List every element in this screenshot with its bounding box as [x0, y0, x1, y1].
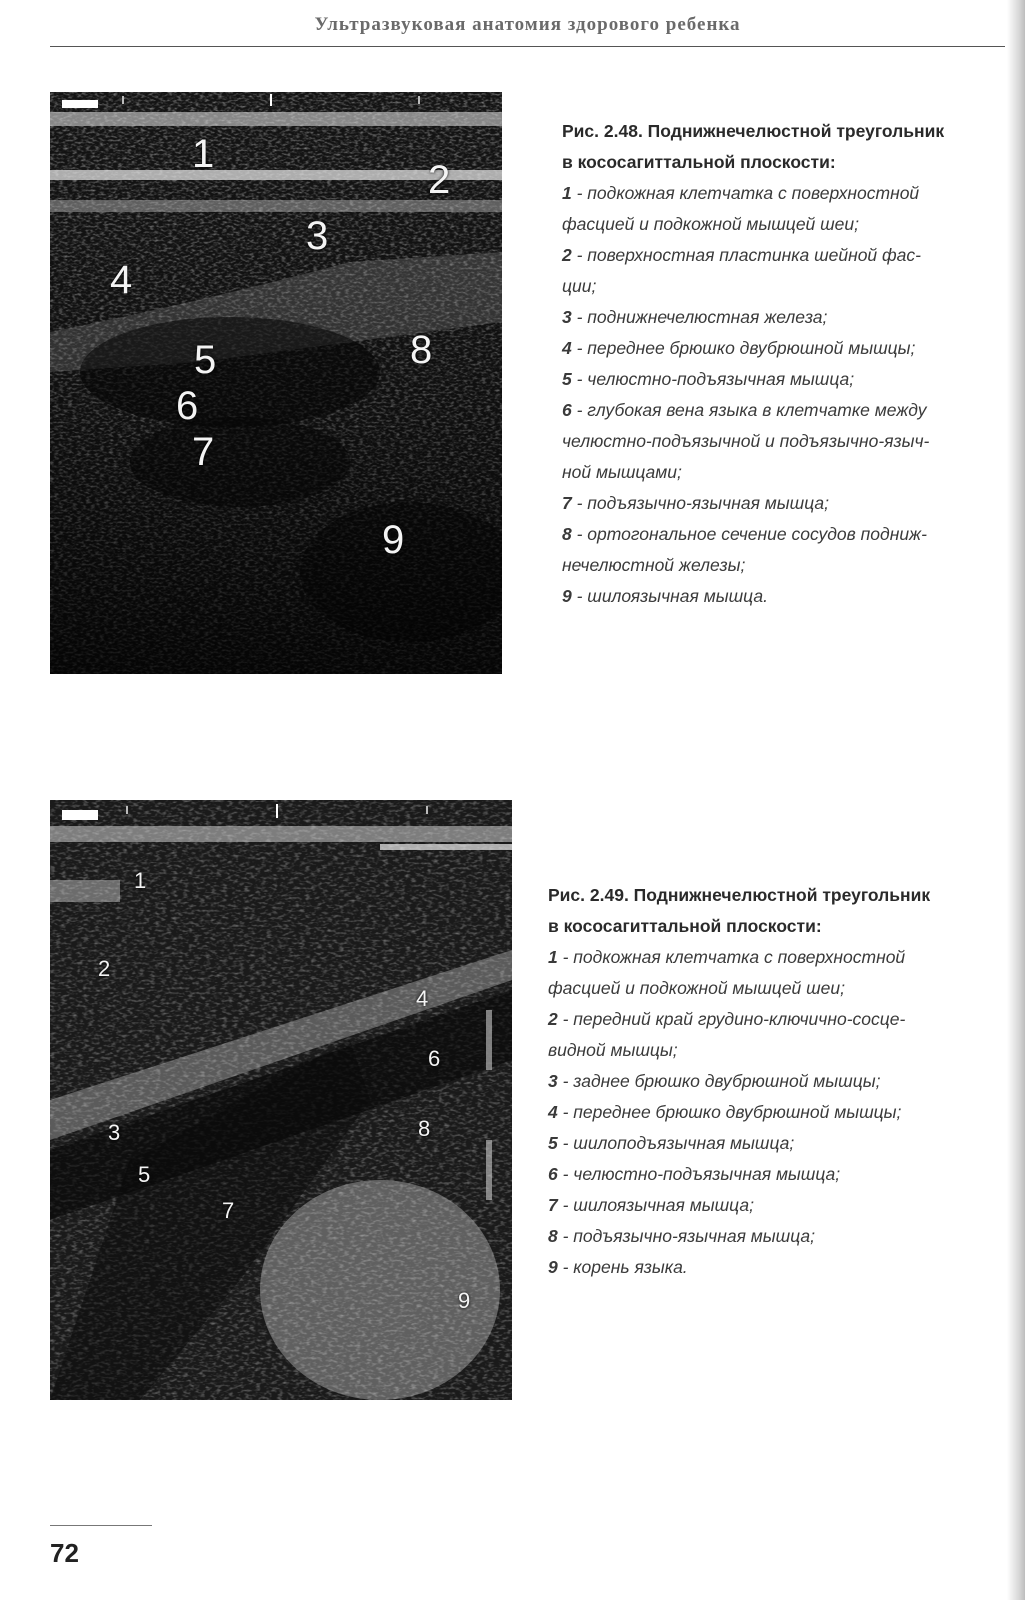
image-label-5: 5: [194, 338, 217, 382]
caption-item-number: 2: [548, 1009, 558, 1029]
caption-item-number: 4: [548, 1102, 558, 1122]
caption-item-number: 7: [562, 493, 572, 513]
caption-item-text: - передний край грудино-ключично-сосце-: [557, 1009, 906, 1029]
ultrasound-texture: [50, 800, 512, 1400]
caption-item-line: [562, 488, 1012, 519]
caption-item-text: - заднее брюшко двубрюшной мышцы;: [557, 1071, 881, 1091]
caption-item-text: нечелюстной железы;: [562, 555, 746, 575]
caption-item-line: [548, 1221, 1008, 1252]
caption-item-number: 6: [548, 1164, 558, 1184]
caption-item-text: - шилоязычная мышца.: [571, 586, 768, 606]
caption-item-text: ной мышцами;: [562, 462, 682, 482]
caption-item-text: - шилоязычная мышца;: [557, 1195, 754, 1215]
caption-item-text: видной мышцы;: [548, 1040, 678, 1060]
caption-title-line2: в кососагиттальной плоскости:: [548, 916, 822, 936]
caption-item-line: [562, 333, 1012, 364]
image-label-9: 9: [382, 518, 405, 562]
caption-item-number: 6: [562, 400, 572, 420]
caption-item-line: [562, 395, 1012, 426]
caption-items: [548, 942, 1008, 1283]
caption-item-number: 3: [562, 307, 572, 327]
image-label-5: 5: [138, 1162, 151, 1187]
caption-item-line: [548, 1097, 1008, 1128]
caption-item-line: [562, 302, 1012, 333]
caption-item-text: фасцией и подкожной мышцей шеи;: [562, 214, 859, 234]
image-label-1: 1: [192, 132, 215, 176]
image-label-7: 7: [192, 430, 215, 474]
caption-item-text: - поверхностная пластинка шейной фас-: [571, 245, 921, 265]
caption-item-text: - шилоподъязычная мышца;: [557, 1133, 795, 1153]
caption-item-line: [562, 581, 1012, 612]
ultrasound-image-fig-2-49: [50, 800, 512, 1400]
caption-item-number: 4: [562, 338, 572, 358]
caption-item-line: [548, 1190, 1008, 1221]
caption-item-line: [548, 1004, 1008, 1035]
footer-rule: [50, 1525, 152, 1526]
caption-item-line: [548, 973, 1008, 1004]
caption-item-text: ции;: [562, 276, 597, 296]
caption-item-line: [562, 426, 1012, 457]
page-number: 72: [50, 1538, 79, 1568]
caption-item-text: - подъязычно-язычная мышца;: [571, 493, 829, 513]
image-label-3: 3: [306, 214, 329, 258]
image-label-9: 9: [458, 1288, 471, 1313]
caption-item-text: - подкожная клетчатка с поверхностной: [571, 183, 920, 203]
image-label-2: 2: [428, 158, 451, 202]
caption-item-number: 8: [562, 524, 572, 544]
image-label-4: 4: [110, 258, 133, 302]
caption-item-line: [548, 942, 1008, 973]
caption-item-text: челюстно-подъязычной и подъязычно-языч-: [562, 431, 930, 451]
caption-item-number: 3: [548, 1071, 558, 1091]
running-header: [50, 14, 1005, 47]
caption-item-number: 5: [562, 369, 572, 389]
caption-title-line1: Рис. 2.48. Поднижнечелюстной треугольник: [562, 121, 945, 141]
caption-item-line: [562, 240, 1012, 271]
caption-item-text: фасцией и подкожной мышцей шеи;: [548, 978, 845, 998]
image-label-1: 1: [134, 868, 147, 893]
caption-item-text: - переднее брюшко двубрюшной мышцы;: [571, 338, 916, 358]
caption-title-line2: в кососагиттальной плоскости:: [562, 152, 836, 172]
page-edge-shadow: [1007, 0, 1025, 1600]
running-title: Ультразвуковая анатомия здорового ребенка: [314, 14, 741, 35]
caption-item-line: [562, 271, 1012, 302]
image-label-7: 7: [222, 1198, 235, 1223]
image-label-3: 3: [108, 1120, 121, 1145]
caption-item-line: [562, 209, 1012, 240]
caption-item-text: - челюстно-подъязычная мышца;: [557, 1164, 841, 1184]
caption-item-number: 5: [548, 1133, 558, 1153]
caption-fig-2-49: [548, 880, 1008, 1283]
caption-item-number: 2: [562, 245, 572, 265]
caption-item-number: 9: [548, 1257, 558, 1277]
image-label-6: 6: [428, 1046, 441, 1071]
caption-item-text: - поднижнечелюстная железа;: [571, 307, 828, 327]
caption-item-line: [548, 1066, 1008, 1097]
caption-item-text: - подъязычно-язычная мышца;: [557, 1226, 815, 1246]
image-label-8: 8: [410, 328, 433, 372]
image-label-4: 4: [416, 986, 429, 1011]
image-label-8: 8: [418, 1116, 431, 1141]
caption-item-line: [562, 178, 1012, 209]
caption-item-number: 1: [548, 947, 558, 967]
caption-item-text: - ортогональное сечение сосудов подниж-: [571, 524, 927, 544]
image-label-2: 2: [98, 956, 111, 981]
caption-item-line: [548, 1159, 1008, 1190]
caption-item-number: 9: [562, 586, 572, 606]
caption-item-line: [562, 519, 1012, 550]
caption-item-text: - глубокая вена языка в клетчатке между: [571, 400, 927, 420]
ultrasound-image-fig-2-48: [50, 92, 502, 674]
caption-item-line: [562, 550, 1012, 581]
caption-item-line: [548, 1035, 1008, 1066]
caption-items: [562, 178, 1012, 612]
caption-title-line1: Рис. 2.49. Поднижнечелюстной треугольник: [548, 885, 931, 905]
caption-item-line: [548, 1128, 1008, 1159]
caption-fig-2-48: [562, 116, 1012, 612]
caption-item-text: - корень языка.: [557, 1257, 688, 1277]
caption-item-text: - подкожная клетчатка с поверхностной: [557, 947, 906, 967]
caption-item-number: 7: [548, 1195, 558, 1215]
image-label-6: 6: [176, 384, 199, 428]
caption-item-line: [562, 364, 1012, 395]
caption-item-line: [562, 457, 1012, 488]
caption-item-line: [548, 1252, 1008, 1283]
caption-item-text: - челюстно-подъязычная мышца;: [571, 369, 855, 389]
caption-item-number: 8: [548, 1226, 558, 1246]
caption-item-number: 1: [562, 183, 572, 203]
caption-item-text: - переднее брюшко двубрюшной мышцы;: [557, 1102, 902, 1122]
